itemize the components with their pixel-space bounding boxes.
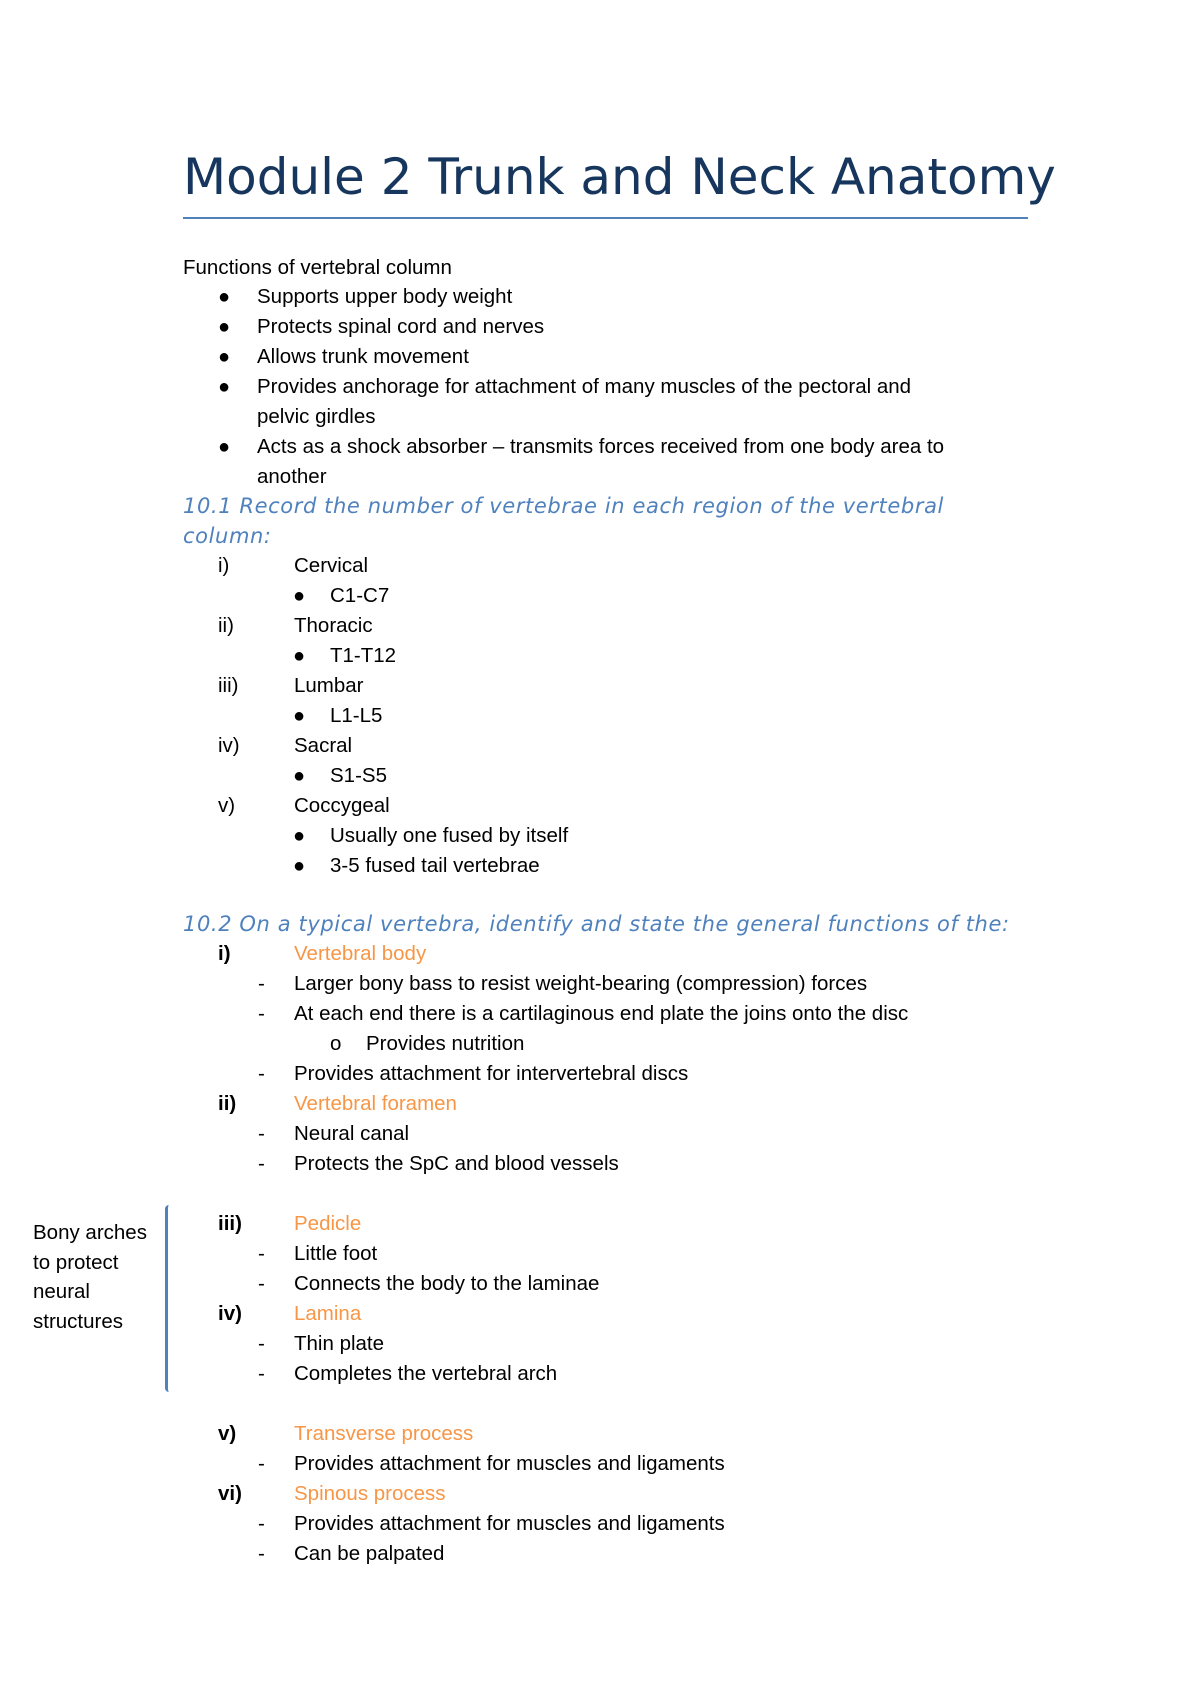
- part-function: Provides attachment for muscles and ligaments: [294, 1512, 725, 1535]
- part-function: Little foot: [294, 1242, 378, 1265]
- bullet-icon: ●: [218, 286, 231, 308]
- question-10-1-continued: column:: [183, 524, 272, 548]
- part-name: Pedicle: [294, 1212, 362, 1235]
- bullet-icon: ●: [293, 705, 306, 727]
- part-function: Protects the SpC and blood vessels: [294, 1152, 619, 1175]
- part-function: Can be palpated: [294, 1542, 445, 1565]
- part-function: At each end there is a cartilaginous end plate the joins onto the disc: [294, 1002, 909, 1025]
- dash-icon: -: [258, 1272, 265, 1295]
- part-name: Spinous process: [294, 1482, 446, 1505]
- part-number: vi): [218, 1482, 242, 1505]
- part-function: Neural canal: [294, 1122, 410, 1145]
- part-function: Provides attachment for intervertebral discs: [294, 1062, 689, 1085]
- dash-icon: -: [258, 1152, 265, 1175]
- part-subfunction: Provides nutrition: [366, 1032, 525, 1055]
- dash-icon: -: [258, 1452, 265, 1475]
- part-name: Vertebral foramen: [294, 1092, 457, 1115]
- function-item-continued: pelvic girdles: [257, 405, 376, 428]
- question-10-1: 10.1 Record the number of vertebrae in each region of the vertebral: [183, 494, 944, 518]
- function-item: Supports upper body weight: [257, 285, 513, 308]
- bullet-icon: ●: [293, 855, 306, 877]
- part-function: Connects the body to the laminae: [294, 1272, 600, 1295]
- function-item: Provides anchorage for attachment of many muscles of the pectoral and: [257, 375, 912, 398]
- bullet-icon: ●: [218, 436, 231, 458]
- part-number: i): [218, 942, 231, 965]
- region-value: T1-T12: [330, 644, 397, 667]
- region-number: iv): [218, 734, 240, 757]
- function-item: Allows trunk movement: [257, 345, 469, 368]
- page-title: Module 2 Trunk and Neck Anatomy: [183, 148, 1056, 206]
- bullet-icon: ●: [218, 316, 231, 338]
- dash-icon: -: [258, 972, 265, 995]
- region-number: v): [218, 794, 236, 817]
- title-underline: [183, 217, 1028, 219]
- part-number: iii): [218, 1212, 242, 1235]
- region-name: Sacral: [294, 734, 353, 757]
- bullet-icon: ●: [218, 376, 231, 398]
- dash-icon: -: [258, 1002, 265, 1025]
- bullet-icon: ●: [293, 645, 306, 667]
- bullet-icon: ●: [293, 585, 306, 607]
- circle-bullet-icon: o: [330, 1032, 342, 1055]
- region-value: L1-L5: [330, 704, 383, 727]
- region-name: Lumbar: [294, 674, 364, 697]
- part-name: Lamina: [294, 1302, 362, 1325]
- part-number: iv): [218, 1302, 242, 1325]
- region-name: Coccygeal: [294, 794, 390, 817]
- dash-icon: -: [258, 1512, 265, 1535]
- dash-icon: -: [258, 1062, 265, 1085]
- region-value: 3-5 fused tail vertebrae: [330, 854, 540, 877]
- part-name: Vertebral body: [294, 942, 427, 965]
- side-bracket: [165, 1205, 174, 1392]
- dash-icon: -: [258, 1332, 265, 1355]
- region-number: ii): [218, 614, 234, 637]
- region-name: Cervical: [294, 554, 369, 577]
- part-number: v): [218, 1422, 237, 1445]
- region-number: iii): [218, 674, 239, 697]
- region-value: Usually one fused by itself: [330, 824, 569, 847]
- part-number: ii): [218, 1092, 237, 1115]
- part-function: Larger bony bass to resist weight-bearing (compression) forces: [294, 972, 868, 995]
- part-function: Thin plate: [294, 1332, 385, 1355]
- dash-icon: -: [258, 1362, 265, 1385]
- bullet-icon: ●: [293, 825, 306, 847]
- function-item: Acts as a shock absorber – transmits forces received from one body area to: [257, 435, 945, 458]
- region-value: S1-S5: [330, 764, 387, 787]
- function-item: Protects spinal cord and nerves: [257, 315, 545, 338]
- dash-icon: -: [258, 1542, 265, 1565]
- part-name: Transverse process: [294, 1422, 474, 1445]
- bullet-icon: ●: [293, 765, 306, 787]
- region-name: Thoracic: [294, 614, 373, 637]
- part-function: Completes the vertebral arch: [294, 1362, 558, 1385]
- region-number: i): [218, 554, 230, 577]
- bullet-icon: ●: [218, 346, 231, 368]
- function-item-continued: another: [257, 465, 327, 488]
- functions-heading: Functions of vertebral column: [183, 256, 452, 279]
- part-function: Provides attachment for muscles and ligaments: [294, 1452, 725, 1475]
- dash-icon: -: [258, 1242, 265, 1265]
- region-value: C1-C7: [330, 584, 390, 607]
- dash-icon: -: [258, 1122, 265, 1145]
- side-note: Bony arches to protect neural structures: [33, 1221, 147, 1333]
- question-10-2: 10.2 On a typical vertebra, identify and state the general functions of the:: [183, 912, 1010, 936]
